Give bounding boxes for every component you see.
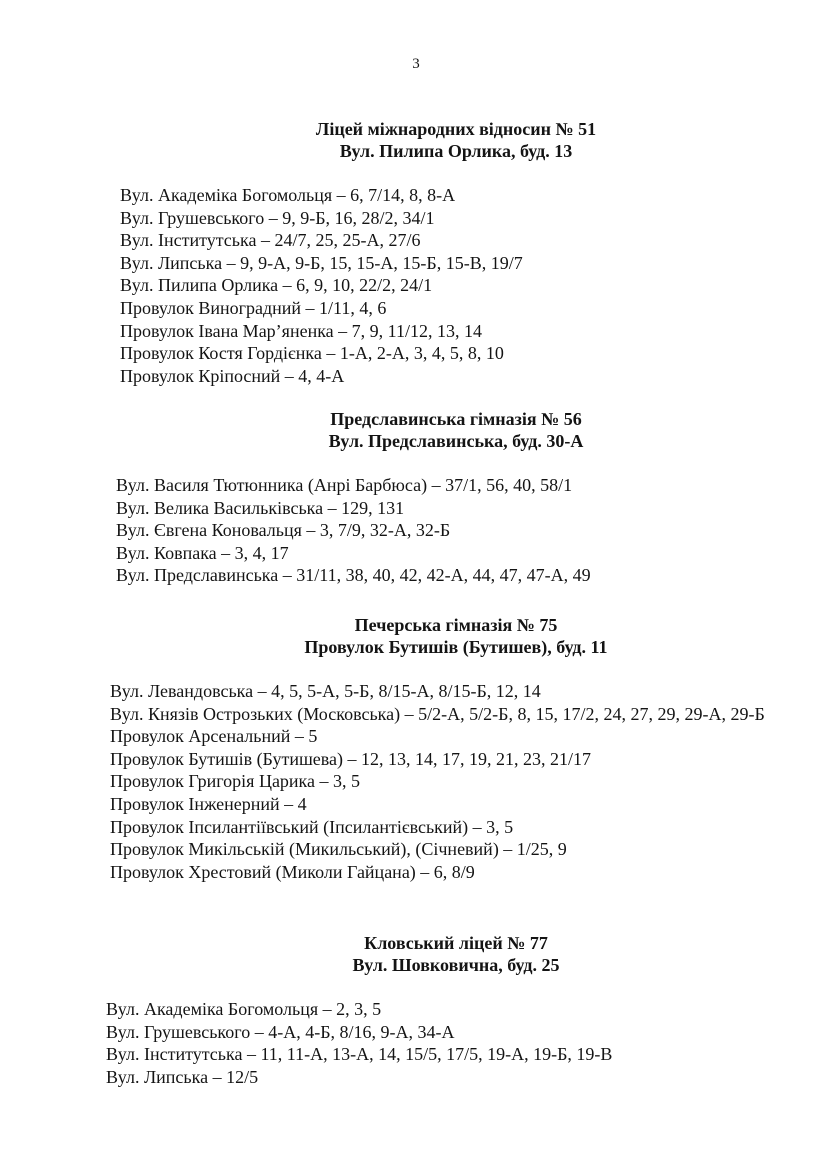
street-list xyxy=(0,184,832,387)
street-item: Вул. Ковпака – 3, 4, 17 xyxy=(116,542,289,563)
section-heading xyxy=(0,932,832,976)
school-section-lyceum-77 xyxy=(0,932,832,1088)
school-title: Печерська гімназія № 75 xyxy=(354,615,558,635)
street-item: Вул. Липська – 12/5 xyxy=(106,1066,259,1087)
street-item: Вул. Липська – 9, 9-А, 9-Б, 15, 15-А, 15-Б, 15-В, 19/7 xyxy=(120,252,523,273)
street-item: Вул. Князів Острозьких (Московська) – 5/2-А, 5/2-Б, 8, 15, 17/2, 24, 27, 29, 29-А, 29-Б xyxy=(110,703,765,724)
street-item: Провулок Івана Мар’яненка – 7, 9, 11/12, 13, 14 xyxy=(120,320,483,341)
section-heading xyxy=(0,118,832,162)
street-item: Вул. Предславинська – 31/11, 38, 40, 42, 42-А, 44, 47, 47-А, 49 xyxy=(116,565,591,586)
school-address: Вул. Пилипа Орлика, буд. 13 xyxy=(339,141,573,161)
section-heading xyxy=(0,614,832,658)
street-item: Вул. Академіка Богомольця – 6, 7/14, 8, 8-А xyxy=(120,185,456,205)
street-item: Провулок Виноградний – 1/11, 4, 6 xyxy=(120,297,387,318)
school-title: Предславинська гімназія № 56 xyxy=(330,409,582,429)
street-item: Провулок Кріпосний – 4, 4-А xyxy=(120,365,345,386)
school-address: Вул. Шовковична, буд. 25 xyxy=(352,955,560,975)
street-item: Провулок Арсенальний – 5 xyxy=(110,726,318,747)
page-number: 3 xyxy=(412,56,420,72)
school-address: Вул. Предславинська, буд. 30-А xyxy=(328,431,584,451)
street-item: Провулок Микільській (Микильський), (Січневий) – 1/25, 9 xyxy=(110,839,567,860)
street-item: Провулок Костя Гордієнка – 1-А, 2-А, 3, 4, 5, 8, 10 xyxy=(120,343,504,364)
school-section-gymnasium-75 xyxy=(0,614,832,883)
street-list xyxy=(0,998,832,1088)
street-item: Вул. Інститутська – 24/7, 25, 25-А, 27/6 xyxy=(120,230,421,251)
street-item: Вул. Левандовська – 4, 5, 5-А, 5-Б, 8/15-А, 8/15-Б, 12, 14 xyxy=(110,681,541,701)
street-item: Вул. Академіка Богомольця – 2, 3, 5 xyxy=(106,999,382,1019)
street-item: Провулок Григорія Царика – 3, 5 xyxy=(110,771,361,792)
street-item: Провулок Інженерний – 4 xyxy=(110,793,307,814)
street-item: Провулок Бутишів (Бутишева) – 12, 13, 14, 17, 19, 21, 23, 21/17 xyxy=(110,748,592,769)
street-item: Вул. Грушевського – 4-А, 4-Б, 8/16, 9-А, 34-А xyxy=(106,1021,455,1042)
street-item: Провулок Хрестовий (Миколи Гайцана) – 6, 8/9 xyxy=(110,861,475,882)
street-item: Вул. Василя Тютюнника (Анрі Барбюса) – 37/1, 56, 40, 58/1 xyxy=(116,475,573,495)
street-item: Вул. Пилипа Орлика – 6, 9, 10, 22/2, 24/1 xyxy=(120,275,433,296)
street-item: Вул. Грушевського – 9, 9-Б, 16, 28/2, 34/1 xyxy=(120,207,435,228)
street-list xyxy=(0,680,832,883)
street-item: Вул. Євгена Коновальця – 3, 7/9, 32-А, 32-Б xyxy=(116,520,451,541)
section-heading xyxy=(0,408,832,452)
school-section-lyceum-51 xyxy=(0,118,832,387)
school-title: Ліцей міжнародних відносин № 51 xyxy=(315,119,597,139)
school-title: Кловський ліцей № 77 xyxy=(364,933,548,953)
street-item: Провулок Іпсилантіївський (Іпсилантієвський) – 3, 5 xyxy=(110,816,514,837)
school-address: Провулок Бутишів (Бутишев), буд. 11 xyxy=(304,637,608,657)
street-item: Вул. Велика Васильківська – 129, 131 xyxy=(116,497,405,518)
street-list xyxy=(0,474,832,587)
school-section-gymnasium-56 xyxy=(0,408,832,587)
street-item: Вул. Інститутська – 11, 11-А, 13-А, 14, 15/5, 17/5, 19-А, 19-Б, 19-В xyxy=(106,1044,613,1065)
